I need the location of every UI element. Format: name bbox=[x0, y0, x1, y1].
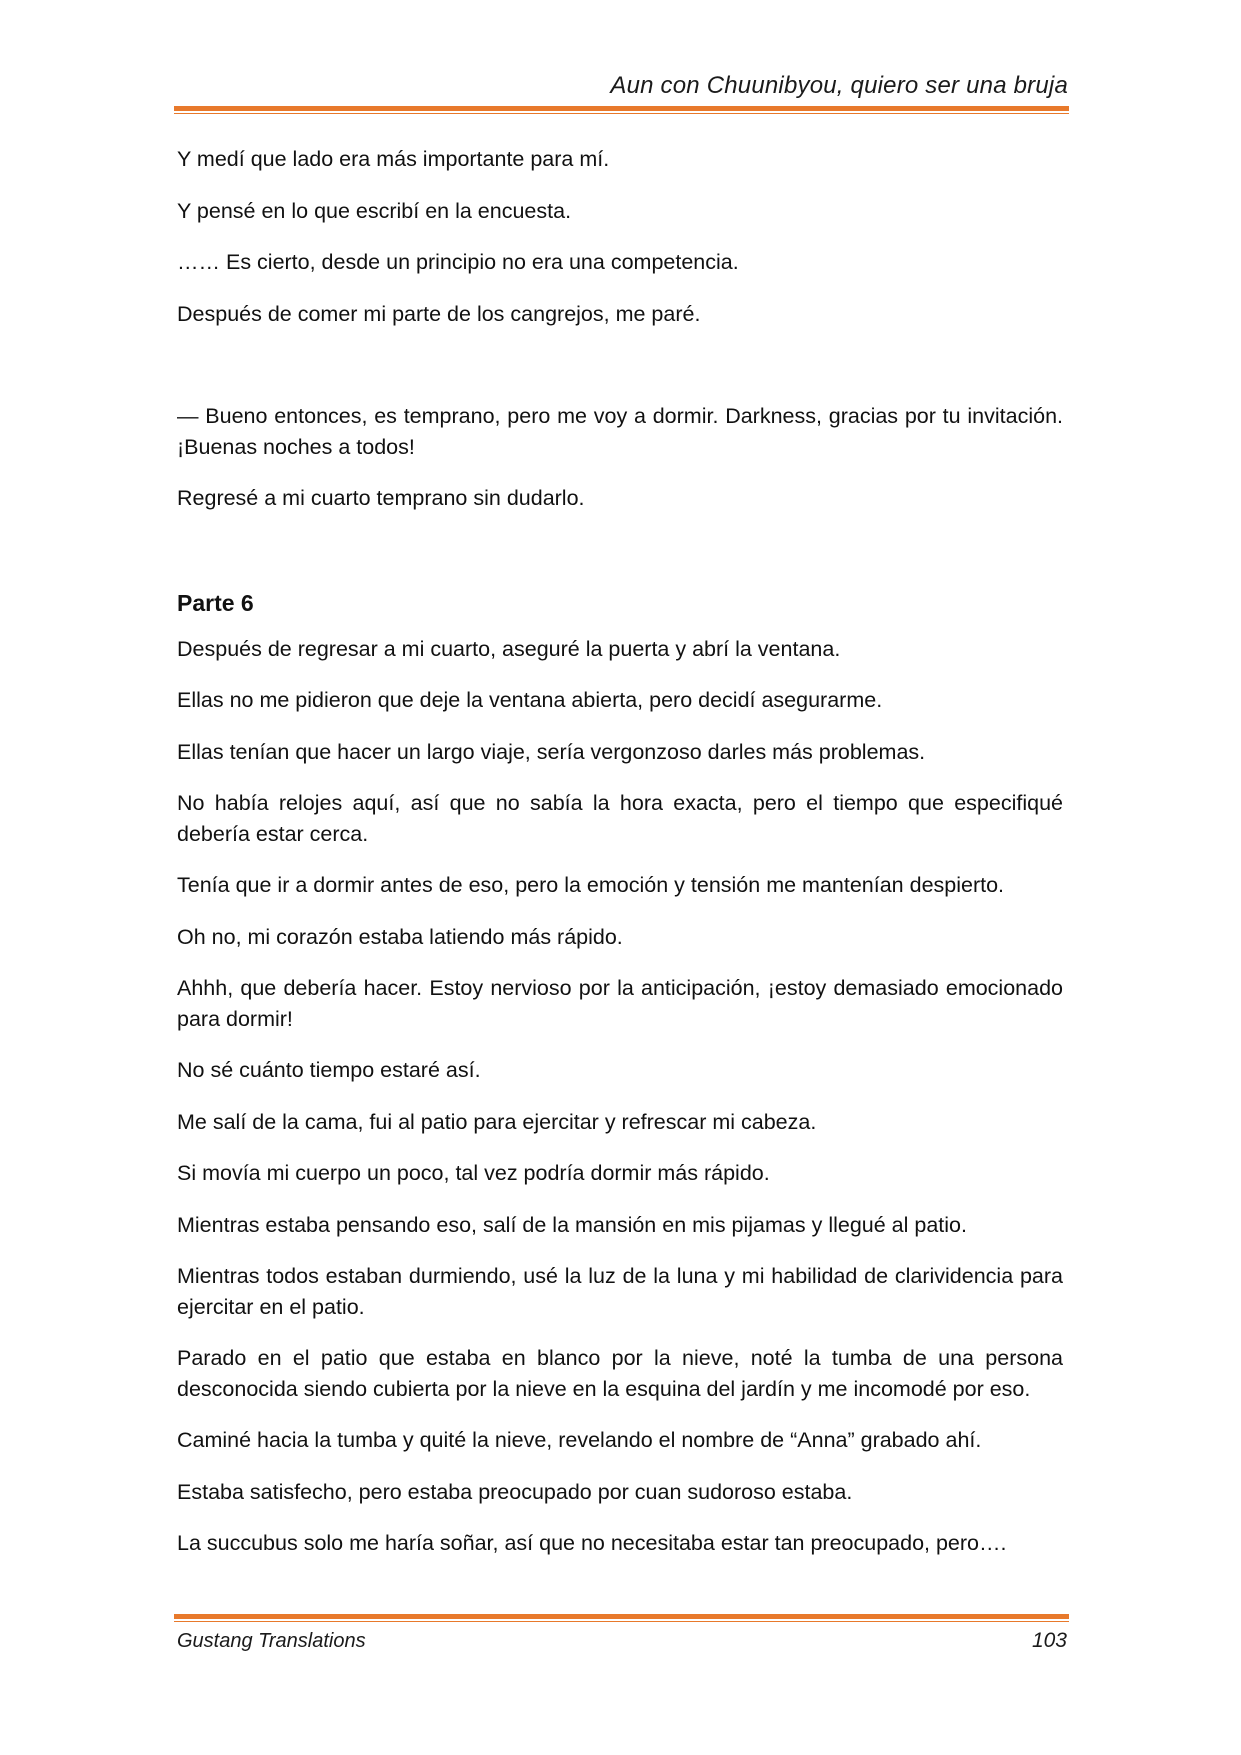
header-rule-thin bbox=[174, 113, 1069, 114]
footer-credit: Gustang Translations bbox=[177, 1630, 366, 1652]
paragraph: Después de regresar a mi cuarto, aseguré la puerta y abrí la ventana. bbox=[177, 636, 841, 661]
section-heading: Parte 6 bbox=[177, 589, 254, 616]
paragraph: No sé cuánto tiempo estaré así. bbox=[177, 1058, 481, 1082]
footer-rule-thin bbox=[174, 1621, 1069, 1622]
dialogue-paragraph: — Bueno entonces, es temprano, pero me voy a dormir. Darkness, gracias por tu invitación. ¡Buenas noches a todos! bbox=[177, 404, 1063, 459]
header-rule bbox=[174, 106, 1069, 114]
footer-rule bbox=[174, 1614, 1069, 1622]
paragraph: No había relojes aquí, así que no sabía la hora exacta, pero el tiempo que especifiqué debería estar cerca. bbox=[177, 791, 1063, 846]
page-body bbox=[177, 144, 1063, 1580]
footer-rule-thick bbox=[174, 1614, 1069, 1619]
paragraph: Ellas no me pidieron que deje la ventana abierta, pero decidí asegurarme. bbox=[177, 688, 883, 712]
paragraph: Regresé a mi cuarto temprano sin dudarlo. bbox=[177, 486, 585, 510]
paragraph: Mientras estaba pensando eso, salí de la mansión en mis pijamas y llegué al patio. bbox=[177, 1212, 967, 1237]
paragraph: Parado en el patio que estaba en blanco por la nieve, noté la tumba de una persona desconocida siendo cubierta por la nieve en la esquina del jardín y me incomodé por eso. bbox=[177, 1346, 1063, 1401]
paragraph: Después de comer mi parte de los cangrejos, me paré. bbox=[177, 301, 701, 326]
paragraph: La succubus solo me haría soñar, así que no necesitaba estar tan preocupado, pero…. bbox=[177, 1531, 1007, 1555]
header-rule-thick bbox=[174, 106, 1069, 111]
paragraph: Y pensé en lo que escribí en la encuesta. bbox=[177, 198, 572, 223]
paragraph: …… Es cierto, desde un principio no era una competencia. bbox=[177, 250, 739, 274]
running-header-title: Aun con Chuunibyou, quiero ser una bruja bbox=[610, 72, 1068, 99]
paragraph: Me salí de la cama, fui al patio para ejercitar y refrescar mi cabeza. bbox=[177, 1109, 817, 1134]
paragraph: Estaba satisfecho, pero estaba preocupado por cuan sudoroso estaba. bbox=[177, 1479, 853, 1504]
paragraph: Caminé hacia la tumba y quité la nieve, revelando el nombre de “Anna” grabado ahí. bbox=[177, 1428, 982, 1452]
paragraph: Si movía mi cuerpo un poco, tal vez podría dormir más rápido. bbox=[177, 1161, 770, 1185]
paragraph: Y medí que lado era más importante para mí. bbox=[177, 147, 610, 171]
paragraph: Ahhh, que debería hacer. Estoy nervioso por la anticipación, ¡estoy demasiado emocionado para dormir! bbox=[177, 976, 1063, 1031]
paragraph: Tenía que ir a dormir antes de eso, pero la emoción y tensión me mantenían despierto. bbox=[177, 873, 1005, 897]
page-number: 103 bbox=[1031, 1629, 1067, 1652]
paragraph: Mientras todos estaban durmiendo, usé la luz de la luna y mi habilidad de clarividencia para ejercitar en el patio. bbox=[177, 1264, 1063, 1319]
paragraph: Oh no, mi corazón estaba latiendo más rápido. bbox=[177, 924, 623, 949]
paragraph: Ellas tenían que hacer un largo viaje, sería vergonzoso darles más problemas. bbox=[177, 739, 926, 764]
